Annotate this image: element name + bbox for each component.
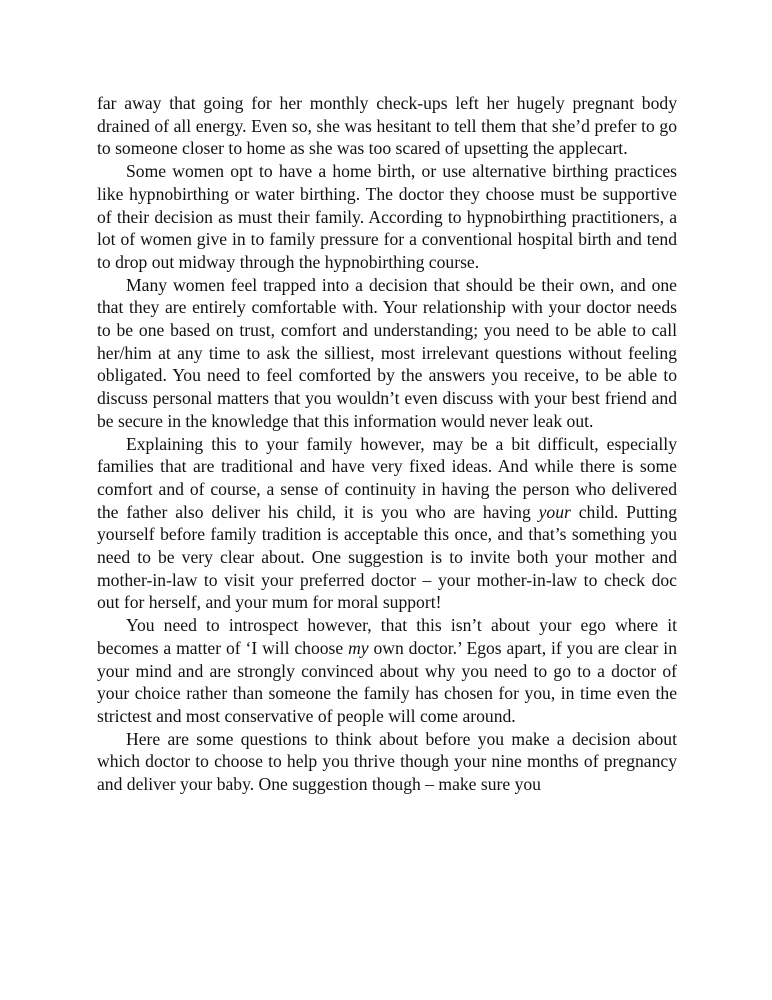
text-run: far away that going for her monthly check-ups left her hugely pregnant body drained of all energy. Even so, she was hesitant to tell them that she’d prefer to go to someone closer to home as she was too scared of upsetting the applecart. (97, 93, 677, 159)
paragraph (97, 274, 677, 433)
paragraph (97, 160, 677, 274)
text-run: You need to introspect however, that this isn’t about your ego where it becomes a matter of ‘I will choose (97, 615, 677, 658)
emphasis-text: your (538, 501, 571, 522)
paragraph (97, 92, 677, 160)
text-run: child. Putting yourself before family tradition is acceptable this once, and that’s something you need to be very clear about. One suggestion is to invite both your mother and mother-in-law to visit your preferred doctor – your mother-in-law to check doc out for herself, and your mum for moral support! (97, 501, 677, 613)
text-run: Here are some questions to think about before you make a decision about which doctor to choose to help you thrive though your nine months of pregnancy and deliver your baby. One suggestion though – make sure you (97, 728, 677, 795)
text-run: Many women feel trapped into a decision that should be their own, and one that they are entirely comfortable with. Your relationship with your doctor needs to be one based on trust, comfort and understanding; you need to be able to call her/him at any time to ask the silliest, most irrelevant questions without feeling obligated. You need to feel comforted by the answers you receive, to be able to discuss personal matters that you wouldn’t even discuss with your best friend and be secure in the knowledge that this information would never leak out. (97, 274, 677, 431)
text-run: own doctor.’ Egos apart, if you are clear in your mind and are strongly convinced about why you need to go to a doctor of your choice rather than someone the family has chosen for you, in time even the strictest and most conservative of people will come around. (97, 637, 677, 726)
paragraph (97, 614, 677, 728)
paragraph (97, 728, 677, 796)
emphasis-text: my (348, 637, 369, 658)
document-page (97, 92, 677, 796)
text-run: Some women opt to have a home birth, or use alternative birthing practices like hypnobirthing or water birthing. The doctor they choose must be supportive of their decision as must their family. According to hypnobirthing practitioners, a lot of women give in to family pressure for a conventional hospital birth and tend to drop out midway through the hypnobirthing course. (97, 161, 677, 272)
text-run: Explaining this to your family however, may be a bit difficult, especially families that are traditional and have very fixed ideas. And while there is some comfort and of course, a sense of continuity in having the person who delivered the father also deliver his child, it is you who are having (97, 433, 677, 522)
paragraph (97, 433, 677, 615)
